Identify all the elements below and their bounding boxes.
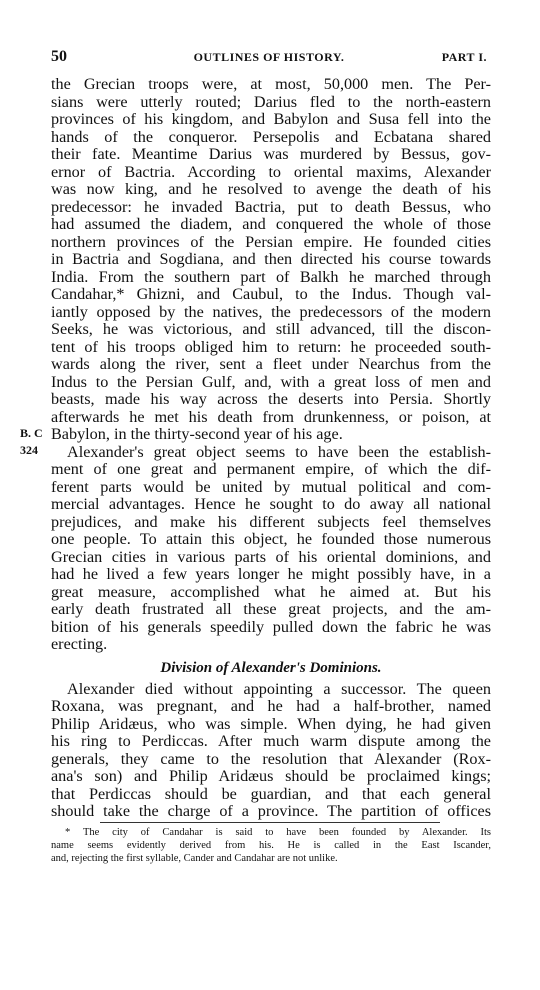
text-line: Alexander's great object seems to have been the establish- [67, 442, 491, 461]
footnote-divider [100, 822, 440, 823]
text-line: wards along the river, sent a fleet under Nearchus from the [51, 355, 491, 373]
paragraph-campaigns [51, 76, 491, 444]
text-line: afterwards he met his death from drunkenness, or poison, at [51, 407, 491, 426]
text-line: prejudices, and make his different subjects feel themselves [51, 512, 491, 531]
text-line: that Perdiccas should be guardian, and that each general [51, 784, 491, 803]
text-line: Alexander died without appointing a successor. The queen [67, 679, 491, 698]
text-line: Roxana, was pregnant, and he had a half-brother, named [51, 697, 491, 715]
page-number: 50 [51, 48, 67, 65]
text-line: bition of his generals speedily pulled down the fabric he was [51, 617, 491, 636]
text-line: in Bactria and Sogdiana, and then directed his course towards [51, 250, 491, 268]
text-line: beasts, made his way across the deserts into Persia. Shortly [51, 390, 491, 408]
footnote-line: and, rejecting the first syllable, Cander and Candahar are not unlike. [51, 853, 338, 864]
text-line: Indus to the Persian Gulf, and, with a great loss of men and [51, 372, 491, 391]
text-line: ment of one great and permanent empire, of which the dif- [51, 460, 491, 478]
text-line: the Grecian troops were, at most, 50,000 men. The Per- [51, 75, 491, 93]
text-line: erecting. [51, 635, 108, 653]
text-line: tent of his troops obliged him to return: he proceeded south- [51, 337, 491, 356]
footnote-line: name seems evidently derived from his. He is called in the East Iscander, [51, 840, 491, 851]
text-line: India. From the southern part of Balkh he marched through [51, 267, 491, 286]
text-line: iantly opposed by the natives, the predecessors of the modern [51, 302, 491, 321]
margin-date-year: 324 [20, 443, 38, 457]
part-label: PART I. [441, 50, 487, 64]
text-line: early death frustrated all these great projects, and the am- [51, 600, 491, 618]
paragraph-succession [51, 681, 491, 821]
running-header [51, 48, 487, 68]
text-line: ana's son) and Philip Aridæus should be proclaimed kings; [51, 767, 491, 785]
text-line: provinces of his kingdom, and Babylon and Susa fell into the [51, 110, 491, 128]
running-title: OUTLINES OF HISTORY. [193, 50, 345, 64]
text-line: their fate. Meantime Darius was murdered by Bessus, gov- [51, 145, 491, 163]
margin-date-era: B. C [20, 426, 43, 440]
text-line: mercial advantages. Hence he sought to do away all national [51, 495, 491, 513]
text-line: his ring to Perdiccas. After much warm dispute among the [51, 732, 491, 750]
text-line: northern provinces of the Persian empire. He founded cities [51, 232, 491, 251]
text-line: ernor of Bactria. According to oriental maxims, Alexander [51, 162, 491, 181]
page-body [51, 76, 491, 821]
text-line: had assumed the diadem, and conquered the whole of those [51, 215, 491, 233]
paragraph-great-object [51, 444, 491, 654]
text-line: predecessor: he invaded Bactria, put to death Bessus, who [51, 197, 491, 216]
text-line: hands of the conqueror. Persepolis and Ecbatana shared [51, 127, 491, 146]
text-line: sians were utterly routed; Darius fled to the north-eastern [51, 92, 491, 111]
footnote-line: * The city of Candahar is said to have been founded by Alexander. Its [65, 827, 491, 838]
text-line: Candahar,* Ghizni, and Caubul, to the Indus. Though val- [51, 285, 491, 303]
text-line: one people. To attain this object, he founded those numerous [51, 530, 491, 548]
text-line: Grecian cities in various parts of his oriental dominions, and [51, 547, 491, 566]
text-line: Babylon, in the thirty-second year of his age. [51, 425, 343, 443]
text-line: Seeks, he was victorious, and still advanced, till the discon- [51, 320, 491, 338]
text-line: should take the charge of a province. The partition of offices [51, 802, 491, 820]
text-line: Philip Aridæus, who was simple. When dying, he had given [51, 714, 491, 733]
text-line: generals, they came to the resolution that Alexander (Rox- [51, 749, 491, 768]
text-line: ferent parts would be united by mutual political and com- [51, 477, 491, 496]
text-line: was now king, and he resolved to avenge the death of his [51, 180, 491, 198]
section-heading: Division of Alexander's Dominions. [160, 659, 382, 676]
footnote [51, 826, 491, 865]
text-line: great measure, accomplished what he aimed at. But his [51, 582, 491, 601]
text-line: had he lived a few years longer he might possibly have, in a [51, 565, 491, 583]
